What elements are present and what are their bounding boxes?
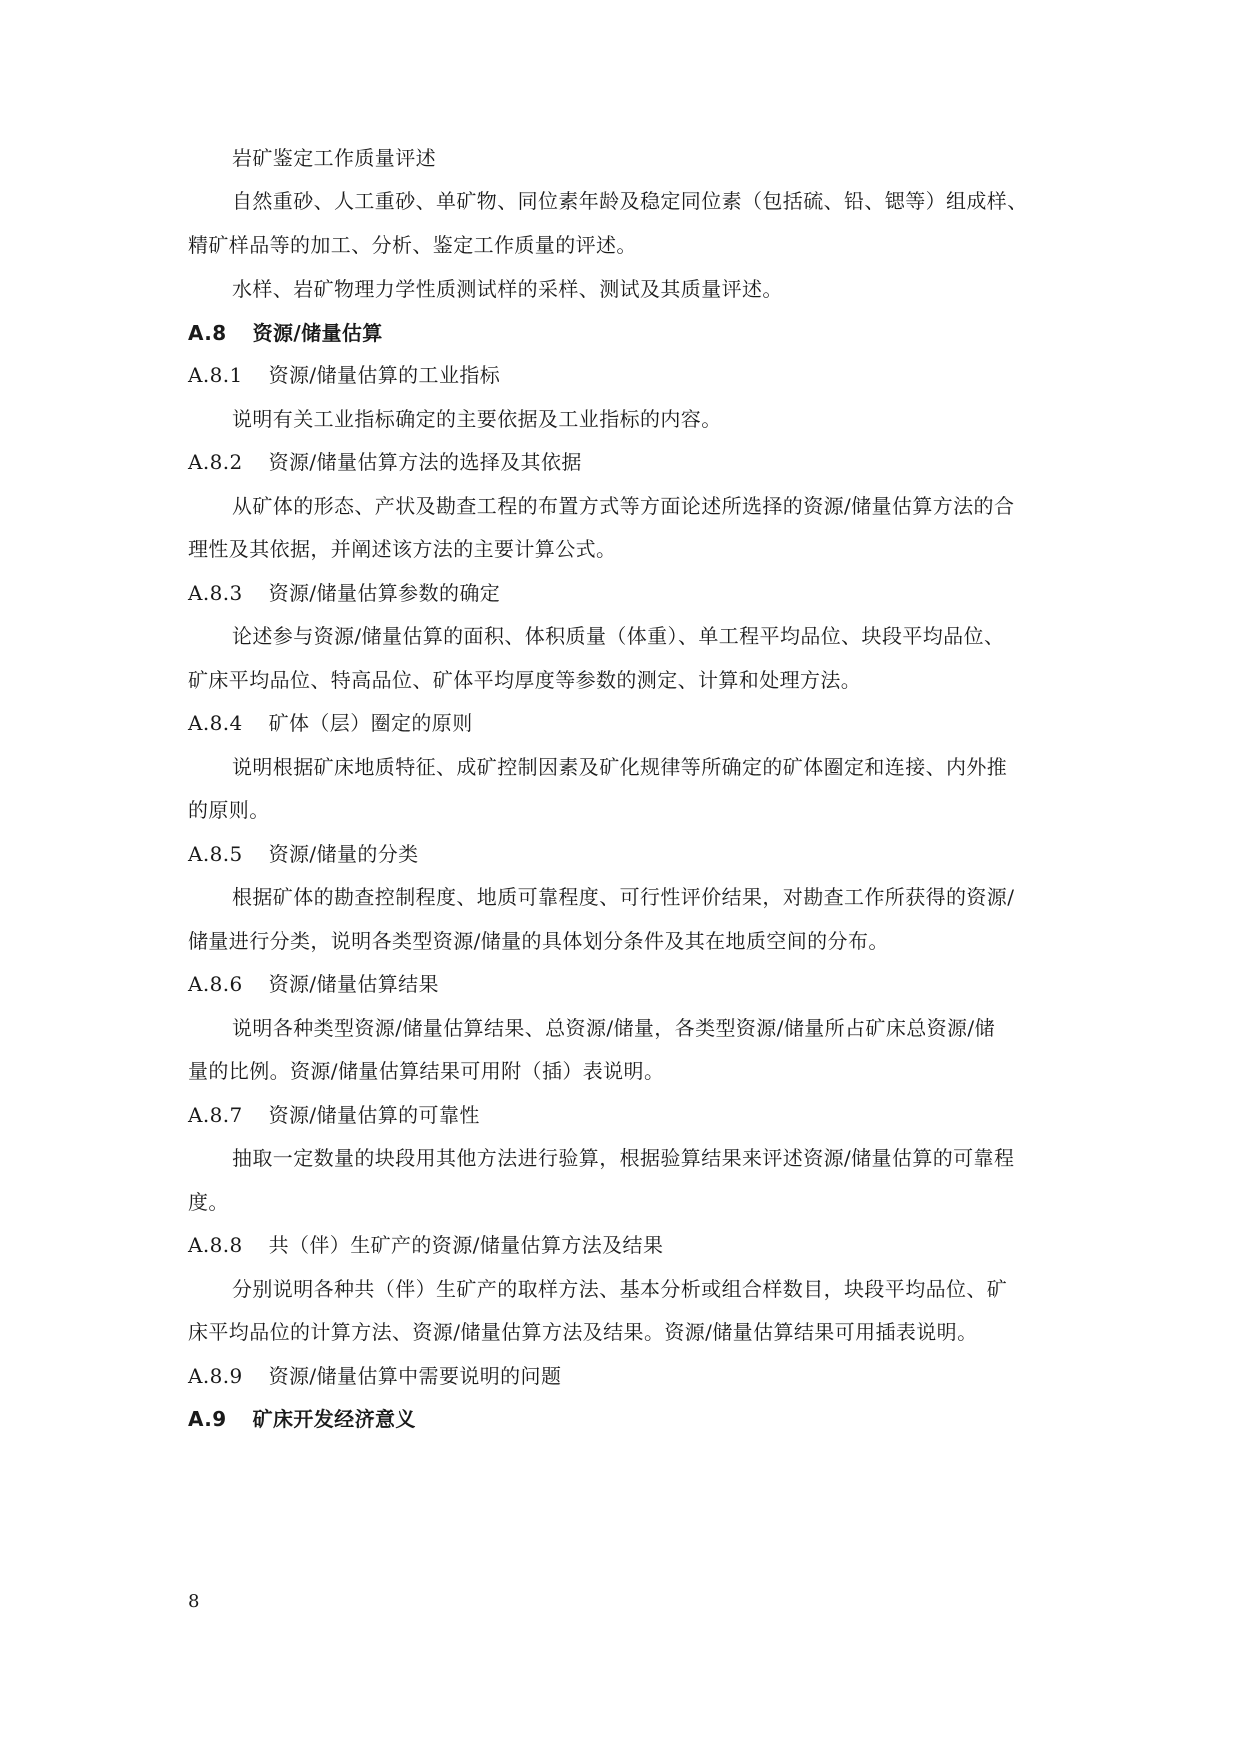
paragraph-line: 分别说明各种共（伴）生矿产的取样方法、基本分析或组合样数目，块段平均品位、矿 (232, 1277, 1008, 1301)
page-number: 8 (188, 1591, 200, 1612)
paragraph-line: 的原则。 (188, 798, 270, 822)
paragraph-line: 量的比例。资源/储量估算结果可用附（插）表说明。 (188, 1059, 665, 1083)
subsection-number: A.8.8 (188, 1233, 243, 1257)
paragraph-line: 床平均品位的计算方法、资源/储量估算方法及结果。资源/储量估算结果可用插表说明。 (188, 1320, 978, 1344)
section-heading-a8 (188, 320, 383, 346)
paragraph-line: 从矿体的形态、产状及勘查工程的布置方式等方面论述所选择的资源/储量估算方法的合 (232, 494, 1015, 518)
section-heading-a9 (188, 1406, 416, 1432)
subsection-number: A.8.9 (188, 1364, 243, 1388)
subsection-title: 资源/储量估算的可靠性 (268, 1103, 480, 1127)
paragraph-line: 储量进行分类，说明各类型资源/储量的具体划分条件及其在地质空间的分布。 (188, 929, 889, 953)
subsection-heading-a81 (188, 362, 500, 388)
section-number: A.8 (188, 321, 227, 345)
subsection-title: 矿体（层）圈定的原则 (268, 711, 473, 735)
paragraph-line: 说明根据矿床地质特征、成矿控制因素及矿化规律等所确定的矿体圈定和连接、内外推 (232, 755, 1008, 779)
section-title: 资源/储量估算 (252, 321, 383, 345)
subsection-heading-a89 (188, 1363, 561, 1389)
paragraph-line: 岩矿鉴定工作质量评述 (232, 146, 436, 170)
paragraph-line: 自然重砂、人工重砂、单矿物、同位素年龄及稳定同位素（包括硫、铅、锶等）组成样、 (232, 189, 1028, 213)
subsection-heading-a85 (188, 841, 419, 867)
subsection-title: 资源/储量估算中需要说明的问题 (268, 1364, 562, 1388)
section-number: A.9 (188, 1407, 227, 1431)
subsection-title: 资源/储量估算参数的确定 (268, 581, 501, 605)
subsection-number: A.8.3 (188, 581, 243, 605)
subsection-number: A.8.5 (188, 842, 243, 866)
subsection-heading-a87 (188, 1102, 480, 1128)
subsection-number: A.8.1 (188, 363, 243, 387)
subsection-heading-a83 (188, 580, 500, 606)
paragraph-line: 度。 (188, 1190, 229, 1214)
subsection-number: A.8.6 (188, 972, 243, 996)
paragraph-line: 说明有关工业指标确定的主要依据及工业指标的内容。 (232, 407, 722, 431)
paragraph-line: 精矿样品等的加工、分析、鉴定工作质量的评述。 (188, 233, 637, 257)
subsection-title: 共（伴）生矿产的资源/储量估算方法及结果 (268, 1233, 664, 1257)
subsection-number: A.8.2 (188, 450, 243, 474)
paragraph-line: 理性及其依据，并阐述该方法的主要计算公式。 (188, 537, 617, 561)
subsection-heading-a82 (188, 449, 582, 475)
subsection-title: 资源/储量的分类 (268, 842, 419, 866)
paragraph-line: 抽取一定数量的块段用其他方法进行验算，根据验算结果来评述资源/储量估算的可靠程 (232, 1146, 1015, 1170)
subsection-heading-a84 (188, 710, 473, 736)
subsection-title: 资源/储量估算方法的选择及其依据 (268, 450, 582, 474)
subsection-number: A.8.7 (188, 1103, 243, 1127)
subsection-heading-a86 (188, 971, 439, 997)
paragraph-line: 根据矿体的勘查控制程度、地质可靠程度、可行性评价结果，对勘查工作所获得的资源/ (232, 885, 1015, 909)
paragraph-line: 说明各种类型资源/储量估算结果、总资源/储量，各类型资源/储量所占矿床总资源/储 (232, 1016, 995, 1040)
subsection-number: A.8.4 (188, 711, 243, 735)
section-title: 矿床开发经济意义 (252, 1407, 416, 1431)
subsection-title: 资源/储量估算的工业指标 (268, 363, 501, 387)
subsection-title: 资源/储量估算结果 (268, 972, 439, 996)
paragraph-line: 水样、岩矿物理力学性质测试样的采样、测试及其质量评述。 (232, 277, 783, 301)
subsection-heading-a88 (188, 1232, 663, 1258)
paragraph-line: 矿床平均品位、特高品位、矿体平均厚度等参数的测定、计算和处理方法。 (188, 668, 862, 692)
paragraph-line: 论述参与资源/储量估算的面积、体积质量（体重）、单工程平均品位、块段平均品位、 (232, 624, 1005, 648)
